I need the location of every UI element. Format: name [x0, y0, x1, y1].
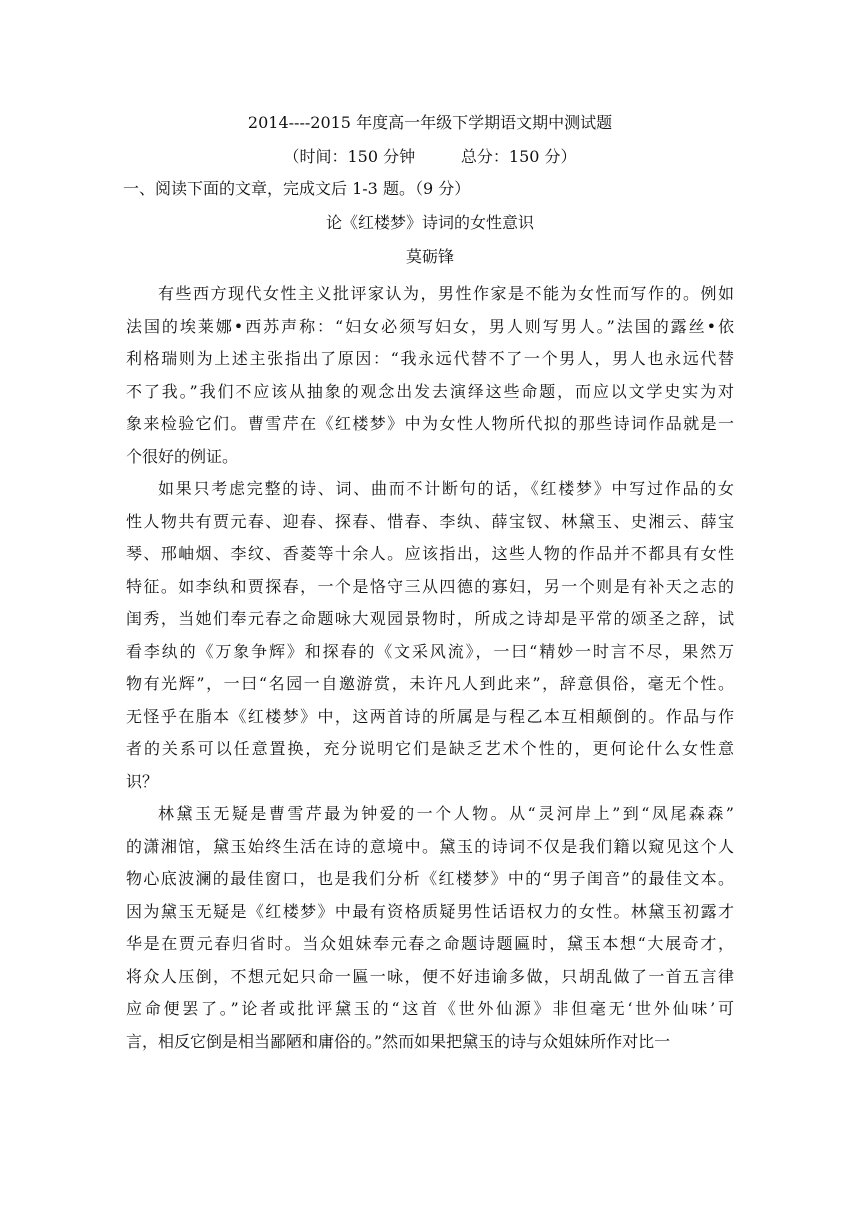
paragraph-line: 应命便罢了。”论者或批评黛玉的“这首《世外仙源》非但毫无‘世外仙味’可	[126, 999, 734, 1018]
article-title: 论《红楼梦》诗词的女性意识	[325, 213, 534, 232]
paragraph-line: 将众人压倒，不想元妃只命一匾一咏，便不好违谕多做，只胡乱做了一首五言律	[126, 966, 734, 986]
section-heading: 一、阅读下面的文章，完成文后 1-3 题。（9 分）	[123, 179, 471, 198]
paragraph-line: 不了我。”我们不应该从抽象的观念出发去演绎这些命题，而应以文学史实为对	[126, 381, 734, 401]
paragraph-line: 闺秀，当她们奉元春之命题咏大观园景物时，所成之诗却是平常的颂圣之辞，试	[126, 609, 734, 628]
paragraph-line: 有些西方现代女性主义批评家认为，男性作家是不能为女性而写作的。例如	[158, 284, 734, 303]
paragraph-line: 看李纨的《万象争辉》和探春的《文采风流》，一曰“精妙一时言不尽，果然万	[126, 641, 734, 661]
paragraph-line: 法国的埃莱娜•西苏声称：“妇女必须写妇女，男人则写男人。”法国的露丝•依	[126, 316, 734, 336]
paragraph-line: 识？	[126, 771, 159, 791]
paragraph-line: 林黛玉无疑是曹雪芹最为钟爱的一个人物。从“灵河岸上”到“凤尾森森”	[158, 804, 734, 823]
paragraph-line: 华是在贾元春归省时。当众姐妹奉元春之命题诗题匾时，黛玉本想“大展奇才，	[126, 934, 734, 953]
paragraph-line: 琴、邢岫烟、李纹、香菱等十余人。应该指出，这些人物的作品并不都具有女性	[126, 544, 734, 563]
article-author: 莫砺锋	[405, 247, 454, 266]
paragraph-line: 物心底波澜的最佳窗口，也是我们分析《红楼梦》中的“男子闺音”的最佳文本。	[126, 869, 734, 888]
paragraph-line: 特征。如李纨和贾探春，一个是恪守三从四德的寡妇，另一个则是有补天之志的	[126, 576, 734, 596]
paragraph-line: 者的关系可以任意置换，充分说明它们是缺乏艺术个性的，更何论什么女性意	[126, 739, 734, 758]
exam-title: 2014----2015 年度高一年级下学期语文期中测试题	[247, 113, 613, 132]
paragraph-line: 无怪乎在脂本《红楼梦》中，这两首诗的所属是与程乙本互相颠倒的。作品与作	[126, 706, 734, 726]
article-paragraph	[126, 473, 734, 798]
paragraph-line: 利格瑞则为上述主张指出了原因：“我永远代替不了一个男人，男人也永远代替	[126, 349, 734, 368]
paragraph-line: 个很好的例证。	[126, 446, 239, 466]
article-paragraph	[126, 278, 734, 473]
paragraph-line: 物有光辉”，一曰“名园一自邀游赏，未许凡人到此来”，辞意俱俗，毫无个性。	[126, 674, 734, 693]
paragraph-line: 如果只考虑完整的诗、词、曲而不计断句的话，《红楼梦》中写过作品的女	[158, 479, 734, 498]
paragraph-line: 言，相反它倒是相当鄙陋和庸俗的。”然而如果把黛玉的诗与众姐妹所作对比一	[126, 1031, 671, 1051]
paragraph-line: 因为黛玉无疑是《红楼梦》中最有资格质疑男性话语权力的女性。林黛玉初露才	[126, 901, 734, 921]
exam-meta: （时间：150 分钟 总分：150 分）	[283, 147, 577, 166]
paragraph-line: 性人物共有贾元春、迎春、探春、惜春、李纨、薛宝钗、林黛玉、史湘云、薛宝	[126, 511, 734, 531]
paragraph-line: 的潇湘馆，黛玉始终生活在诗的意境中。黛玉的诗词不仅是我们籍以窥见这个人	[126, 836, 734, 856]
paragraph-line: 象来检验它们。曹雪芹在《红楼梦》中为女性人物所代拟的那些诗词作品就是一	[126, 414, 734, 433]
article-body	[126, 278, 734, 1058]
article-paragraph	[126, 798, 734, 1058]
